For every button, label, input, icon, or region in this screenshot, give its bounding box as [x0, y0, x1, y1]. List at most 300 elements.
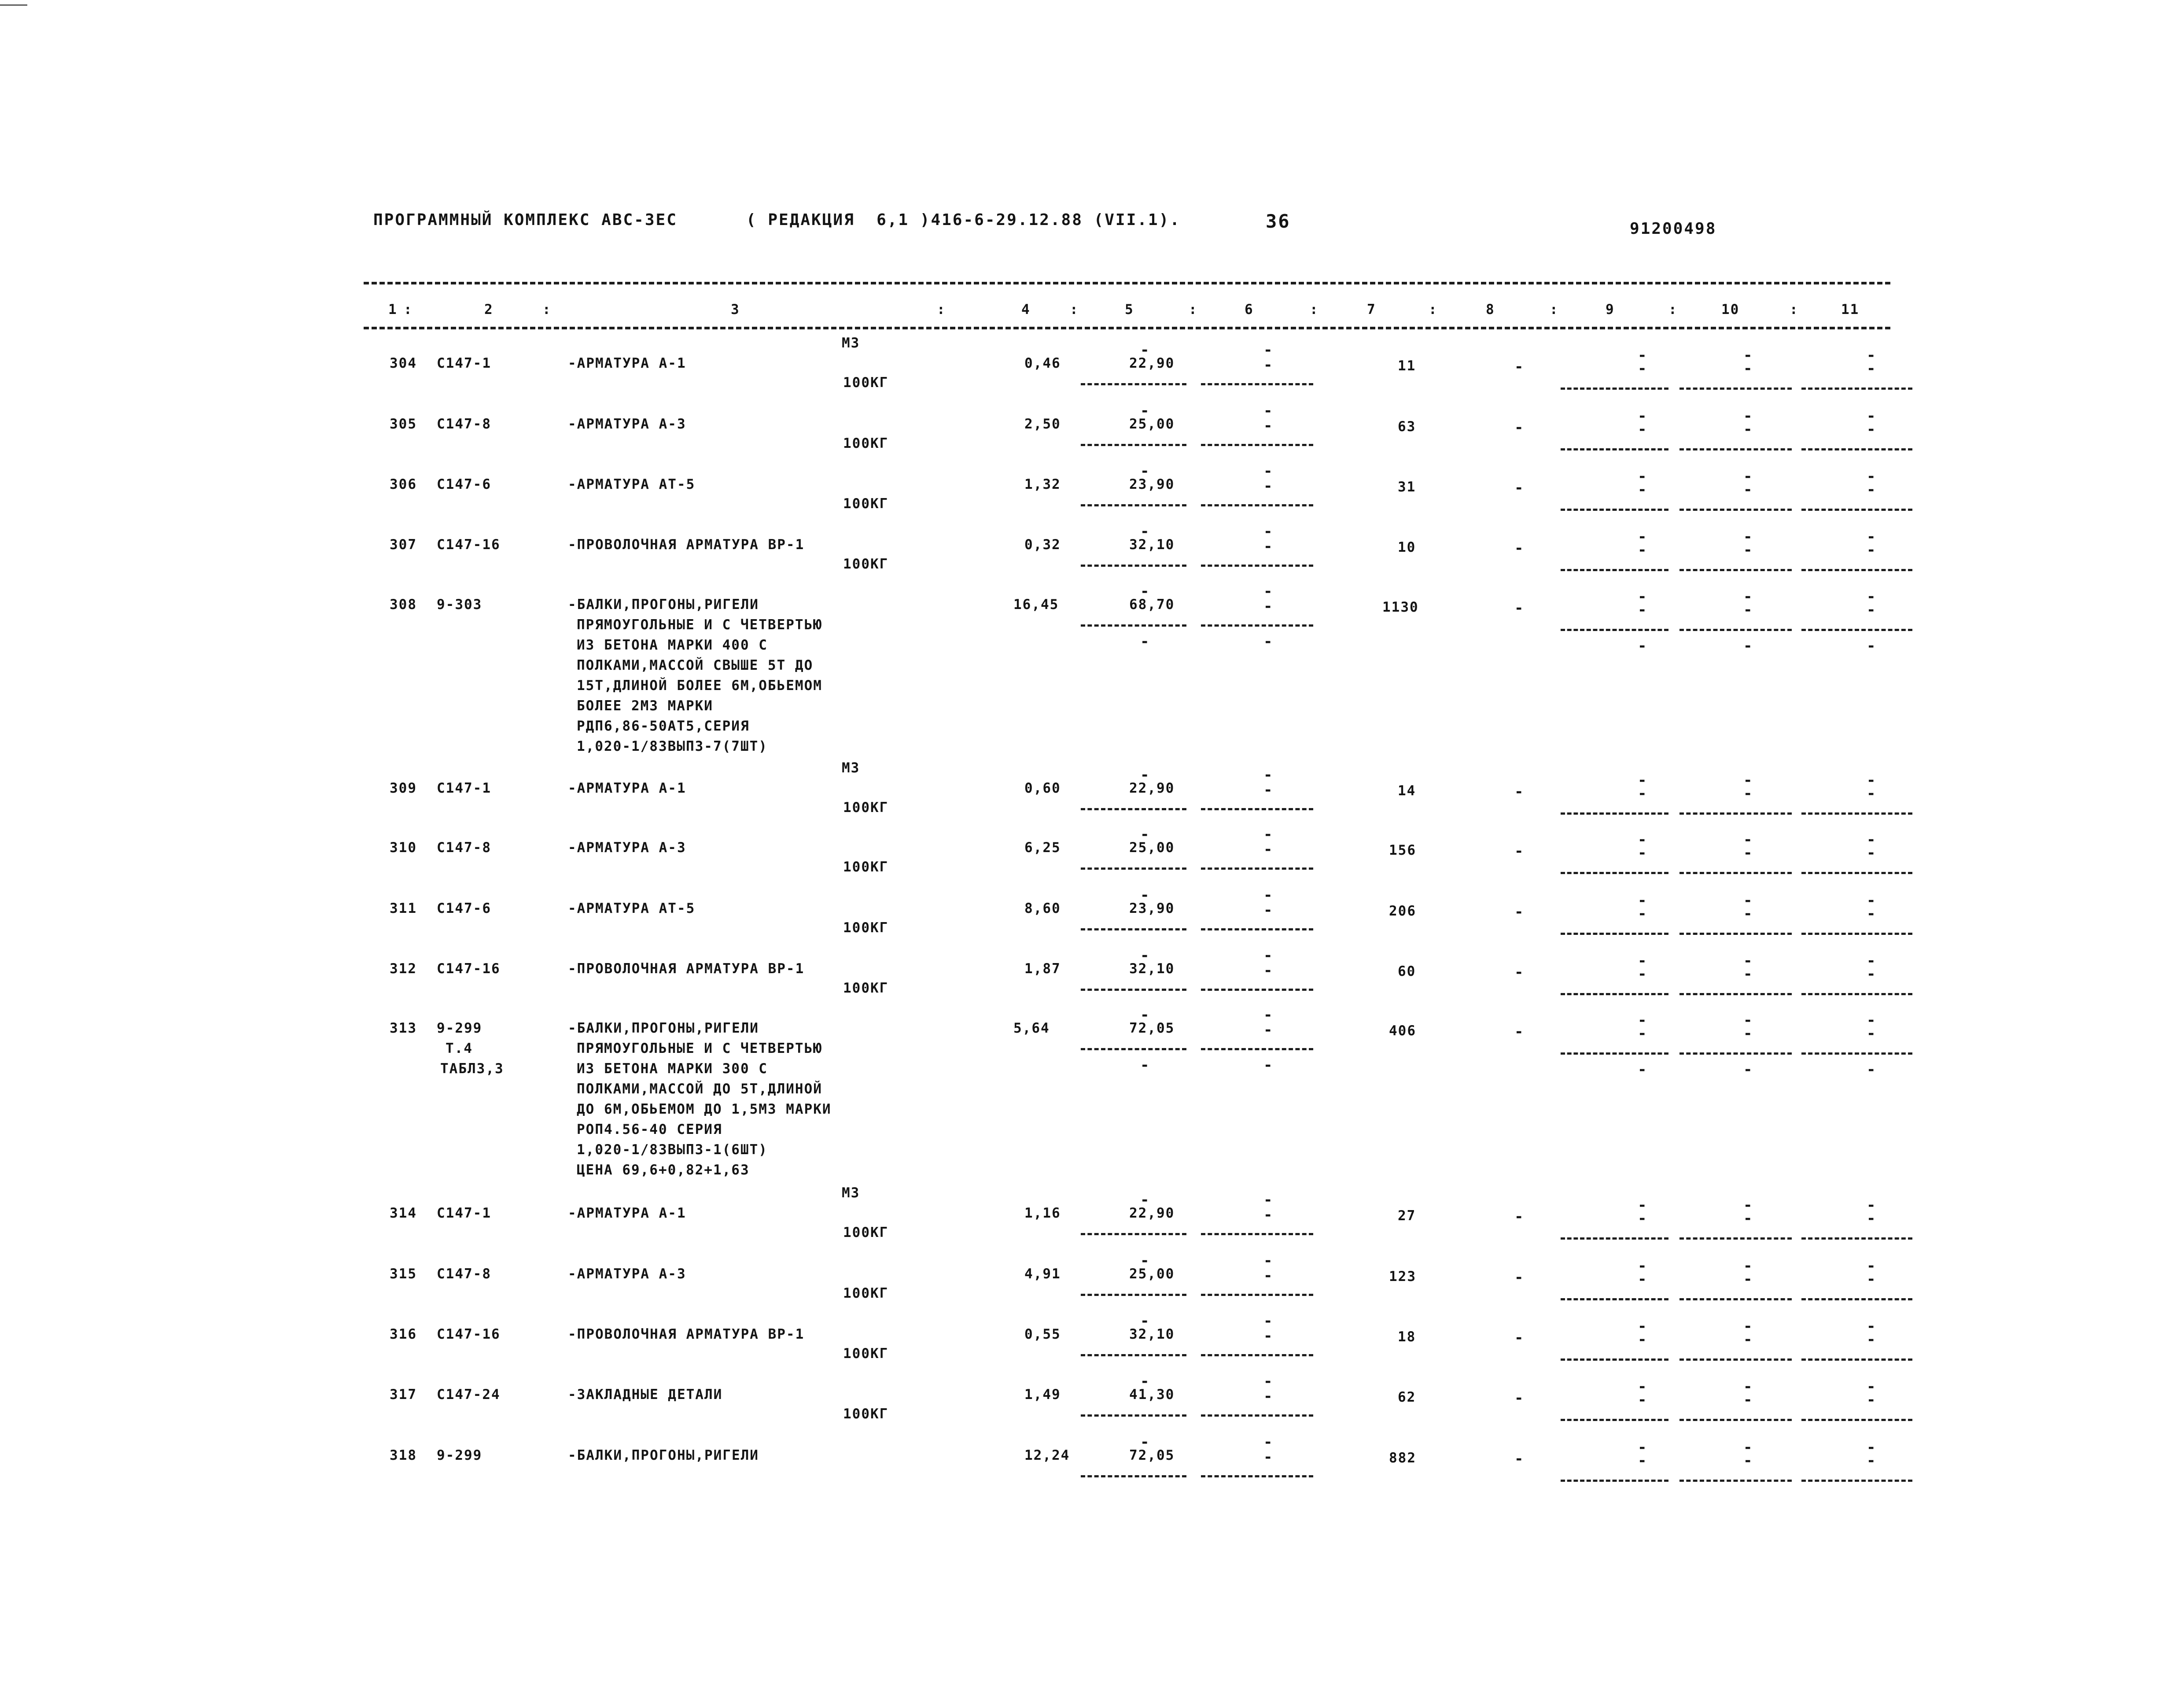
row-col11-value: -: [1867, 1210, 1876, 1227]
row-unit: 100КГ: [843, 1346, 889, 1362]
col9-underline: [1561, 629, 1668, 631]
col6-mark: -: [1263, 1433, 1273, 1451]
row-price: 25,00: [1129, 416, 1175, 432]
column-header-7: 7: [1367, 302, 1376, 317]
row-total: 206: [1389, 903, 1416, 919]
col11-underline: [1801, 388, 1912, 390]
row-description: -АРМАТУРА А-1: [568, 355, 686, 371]
column-header-3: 3: [731, 302, 740, 317]
column-header-6: 6: [1245, 302, 1254, 317]
column-separator: :: [1310, 302, 1319, 317]
col6-mark: -: [1263, 341, 1273, 359]
row-number: 314: [390, 1205, 417, 1221]
row-unit: 100КГ: [843, 375, 889, 391]
row-number: 306: [390, 476, 417, 492]
col9-underline: [1561, 872, 1668, 874]
col10-underline: [1679, 569, 1792, 571]
row-col10-value: -: [1743, 1378, 1753, 1395]
row-col10-value: -: [1743, 1025, 1753, 1042]
col6-mark: -: [1263, 402, 1273, 420]
row-col11-value: -: [1867, 588, 1876, 605]
row-col8-value: -: [1514, 1389, 1524, 1407]
col6-mark: -: [1263, 583, 1273, 600]
row-quantity: 1,32: [1024, 476, 1061, 492]
row-col9-value: -: [1638, 844, 1647, 862]
row-col11-value: -: [1867, 1318, 1876, 1335]
row-col10-value: -: [1743, 1391, 1753, 1409]
price-underline: [1081, 444, 1186, 446]
row-col8-value: -: [1514, 1269, 1524, 1286]
col6-underline: [1201, 989, 1313, 991]
row-code: С147-8: [437, 840, 491, 856]
row-col10-value: -: [1743, 785, 1753, 802]
row-col8-value: -: [1514, 1023, 1524, 1041]
row-col6-value: -: [1263, 1448, 1273, 1466]
row-description: -АРМАТУРА А-3: [568, 840, 686, 856]
row-total: 156: [1389, 842, 1416, 858]
col10-underline: [1679, 1237, 1792, 1240]
col10-underline: [1679, 1480, 1792, 1482]
doc-code: 91200498: [1630, 220, 1717, 238]
row-col9-value: -: [1638, 1452, 1647, 1469]
row-code: 9-299: [437, 1447, 482, 1463]
row-col11-value: -: [1867, 1011, 1876, 1029]
row-quantity: 16,45: [1013, 597, 1059, 613]
row-quantity: 12,24: [1024, 1447, 1070, 1463]
row-code: С147-16: [437, 537, 501, 553]
row-col11-value: -: [1867, 601, 1876, 619]
row-price: 32,10: [1129, 537, 1175, 553]
col9-underline: [1561, 1298, 1668, 1300]
row-number: 316: [390, 1326, 417, 1342]
row-col10-value: -: [1743, 360, 1753, 377]
row-quantity: 1,16: [1024, 1205, 1061, 1221]
row-price: 25,00: [1129, 840, 1175, 856]
col9-underline: [1561, 448, 1668, 450]
price-underline: [1081, 867, 1186, 870]
row-col11-value: -: [1867, 1025, 1876, 1042]
col9-underline: [1561, 1480, 1668, 1482]
row-quantity: 5,64: [1013, 1020, 1050, 1036]
col6-underline: [1201, 1233, 1313, 1235]
row-number: 311: [390, 901, 417, 916]
row-col9-value: -: [1638, 360, 1647, 377]
row-col11-value: -: [1867, 1270, 1876, 1288]
row-code: 9-303: [437, 597, 482, 613]
column-separator: :: [1070, 302, 1079, 317]
row-col6-value: -: [1263, 781, 1273, 799]
row-col10-value: -: [1743, 1196, 1753, 1214]
row-number: 307: [390, 537, 417, 553]
row-col11-value: -: [1867, 1391, 1876, 1409]
row-code-extra: ТАБЛ3,3: [440, 1061, 504, 1077]
row-col9-value: -: [1638, 1439, 1647, 1456]
row-col9-value: -: [1638, 481, 1647, 498]
row-description: ПРЯМОУГОЛЬНЫЕ И С ЧЕТВЕРТЬЮ: [577, 617, 822, 633]
row-col11-value: -: [1867, 541, 1876, 559]
row-description: ИЗ БЕТОНА МАРКИ 300 С: [577, 1061, 768, 1077]
row-quantity: 1,87: [1024, 961, 1061, 977]
column-separator: :: [542, 302, 552, 317]
row-unit: 100КГ: [843, 920, 889, 936]
row-code: С147-1: [437, 1205, 491, 1221]
row-col11-value: -: [1867, 1452, 1876, 1469]
row-col10-value: -: [1743, 1210, 1753, 1227]
row-col10-value: -: [1743, 1257, 1753, 1275]
column-header-10: 10: [1721, 302, 1740, 317]
row-total: 11: [1398, 358, 1416, 374]
row-description: 1,020-1/83ВЫП3-1(6ШТ): [577, 1142, 768, 1158]
row-col9-value: -: [1638, 468, 1647, 485]
price-mark: -: [1140, 583, 1149, 600]
col6-mark: -: [1263, 766, 1273, 784]
price-underline: [1081, 989, 1186, 991]
row-col11-value: -: [1867, 481, 1876, 498]
row-description: -ПРОВОЛОЧНАЯ АРМАТУРА ВР-1: [568, 1326, 805, 1342]
row-col10-value: -: [1743, 1452, 1753, 1469]
col11-underline: [1801, 448, 1912, 450]
col6-underline: [1201, 867, 1313, 870]
row-number: 313: [390, 1020, 417, 1036]
row-col11-value: -: [1867, 905, 1876, 923]
row-col10-value: -: [1743, 1331, 1753, 1348]
price-mark: -: [1140, 1433, 1149, 1451]
row-total: 27: [1398, 1208, 1416, 1224]
col10-mark-below: -: [1743, 637, 1753, 655]
row-description: -ПРОВОЛОЧНАЯ АРМАТУРА ВР-1: [568, 961, 805, 977]
row-description: -АРМАТУРА А-3: [568, 1266, 686, 1282]
row-col9-value: -: [1638, 1257, 1647, 1275]
row-code: С147-8: [437, 416, 491, 432]
row-total: 31: [1398, 479, 1416, 495]
column-separator: :: [1790, 302, 1799, 317]
price-mark: -: [1140, 886, 1149, 904]
row-col11-value: -: [1867, 528, 1876, 546]
row-col10-value: -: [1743, 481, 1753, 498]
col10-underline: [1679, 388, 1792, 390]
col6-mark-below: -: [1263, 633, 1273, 650]
row-col11-value: -: [1867, 771, 1876, 789]
row-quantity: 1,49: [1024, 1387, 1061, 1403]
col10-underline: [1679, 933, 1792, 935]
row-description: -АРМАТУРА А-1: [568, 1205, 686, 1221]
row-total: 62: [1398, 1389, 1416, 1405]
price-mark: -: [1140, 462, 1149, 480]
row-col10-value: -: [1743, 1011, 1753, 1029]
row-col8-value: -: [1514, 1450, 1524, 1468]
col11-underline: [1801, 1480, 1912, 1482]
row-col8-value: -: [1514, 903, 1524, 921]
row-unit: 100КГ: [843, 556, 889, 572]
price-underline: [1081, 1475, 1186, 1477]
row-col6-value: -: [1263, 598, 1273, 615]
unit-top: М3: [842, 1185, 860, 1201]
col6-mark: -: [1263, 462, 1273, 480]
row-number: 305: [390, 416, 417, 432]
col6-mark: -: [1263, 886, 1273, 904]
row-col10-value: -: [1743, 892, 1753, 909]
row-code: С147-6: [437, 476, 491, 492]
row-description: 1,020-1/83ВЫП3-7(7ШТ): [577, 738, 768, 754]
row-code: С147-1: [437, 355, 491, 371]
col9-underline: [1561, 569, 1668, 571]
col9-underline: [1561, 1237, 1668, 1240]
row-col9-value: -: [1638, 528, 1647, 546]
col9-underline: [1561, 812, 1668, 815]
row-col11-value: -: [1867, 407, 1876, 425]
row-col6-value: -: [1263, 1021, 1273, 1039]
col6-mark: -: [1263, 1312, 1273, 1330]
corner-mark: [0, 4, 27, 6]
row-number: 312: [390, 961, 417, 977]
row-col10-value: -: [1743, 421, 1753, 438]
row-col10-value: -: [1743, 952, 1753, 970]
col6-mark-below: -: [1263, 1056, 1273, 1074]
row-number: 304: [390, 355, 417, 371]
row-quantity: 4,91: [1024, 1266, 1061, 1282]
page-number: 36: [1266, 210, 1291, 232]
row-col9-value: -: [1638, 541, 1647, 559]
row-col9-value: -: [1638, 1210, 1647, 1227]
col9-mark-below: -: [1638, 637, 1647, 655]
col6-underline: [1201, 928, 1313, 930]
col6-mark: -: [1263, 1252, 1273, 1270]
col10-underline: [1679, 1052, 1792, 1055]
price-underline: [1081, 808, 1186, 810]
price-underline: [1081, 565, 1186, 567]
row-col9-value: -: [1638, 1025, 1647, 1042]
row-col8-value: -: [1514, 1329, 1524, 1347]
col6-mark: -: [1263, 947, 1273, 964]
row-col10-value: -: [1743, 771, 1753, 789]
row-col10-value: -: [1743, 1318, 1753, 1335]
col10-underline: [1679, 509, 1792, 511]
row-col6-value: -: [1263, 962, 1273, 979]
col11-underline: [1801, 569, 1912, 571]
col9-underline: [1561, 1052, 1668, 1055]
row-col9-value: -: [1638, 601, 1647, 619]
col11-underline: [1801, 1358, 1912, 1361]
col6-underline: [1201, 565, 1313, 567]
row-col8-value: -: [1514, 599, 1524, 617]
row-total: 14: [1398, 783, 1416, 799]
price-mark: -: [1140, 1006, 1149, 1024]
col11-mark-below: -: [1867, 1061, 1876, 1078]
row-code: С147-16: [437, 961, 501, 977]
header-top-rule: [364, 282, 1890, 284]
row-number: 308: [390, 597, 417, 613]
col11-underline: [1801, 1419, 1912, 1421]
price-mark: -: [1140, 1312, 1149, 1330]
price-mark-below: -: [1140, 633, 1149, 650]
row-total: 882: [1389, 1450, 1416, 1466]
col10-underline: [1679, 629, 1792, 631]
row-col11-value: -: [1867, 468, 1876, 485]
column-header-1: 1: [388, 302, 398, 317]
row-col6-value: -: [1263, 1267, 1273, 1285]
row-col9-value: -: [1638, 1331, 1647, 1348]
program-title: ПРОГРАММНЫЙ КОМПЛЕКС АВС-3ЕС: [373, 211, 678, 229]
row-description: ПОЛКАМИ,МАССОЙ ДО 5Т,ДЛИНОЙ: [577, 1081, 822, 1097]
col6-mark: -: [1263, 826, 1273, 843]
row-col10-value: -: [1743, 468, 1753, 485]
col10-underline: [1679, 812, 1792, 815]
row-col11-value: -: [1867, 965, 1876, 983]
row-col9-value: -: [1638, 892, 1647, 909]
row-total: 63: [1398, 419, 1416, 435]
row-col6-value: -: [1263, 901, 1273, 919]
col6-underline: [1201, 1048, 1313, 1050]
row-number: 310: [390, 840, 417, 856]
col6-mark: -: [1263, 1373, 1273, 1390]
row-col6-value: -: [1263, 417, 1273, 435]
row-col6-value: -: [1263, 477, 1273, 495]
header-bottom-rule: [364, 327, 1890, 329]
col9-underline: [1561, 993, 1668, 995]
price-underline: [1081, 624, 1186, 627]
row-description: -БАЛКИ,ПРОГОНЫ,РИГЕЛИ: [568, 597, 759, 613]
row-total: 406: [1389, 1023, 1416, 1039]
row-price: 32,10: [1129, 961, 1175, 977]
row-col8-value: -: [1514, 358, 1524, 376]
price-mark: -: [1140, 1191, 1149, 1209]
row-col10-value: -: [1743, 407, 1753, 425]
col10-underline: [1679, 872, 1792, 874]
row-unit: 100КГ: [843, 496, 889, 512]
row-description: БОЛЕЕ 2М3 МАРКИ: [577, 698, 713, 714]
edition-info: ( РЕДАКЦИЯ 6,1 )416-6-29.12.88 (VII.1).: [746, 211, 1181, 229]
price-underline: [1081, 1414, 1186, 1417]
col9-underline: [1561, 1419, 1668, 1421]
price-mark: -: [1140, 523, 1149, 540]
row-col9-value: -: [1638, 1011, 1647, 1029]
row-description: -АРМАТУРА А-1: [568, 780, 686, 796]
row-col11-value: -: [1867, 1378, 1876, 1395]
col6-underline: [1201, 444, 1313, 446]
row-col11-value: -: [1867, 785, 1876, 802]
col6-underline: [1201, 383, 1313, 385]
row-price: 22,90: [1129, 355, 1175, 371]
col11-underline: [1801, 1052, 1912, 1055]
column-header-11: 11: [1841, 302, 1860, 317]
row-col11-value: -: [1867, 360, 1876, 377]
row-description: -АРМАТУРА АТ-5: [568, 901, 696, 916]
col6-underline: [1201, 808, 1313, 810]
row-price: 68,70: [1129, 597, 1175, 613]
row-code: С147-1: [437, 780, 491, 796]
row-description: -ЗАКЛАДНЫЕ ДЕТАЛИ: [568, 1387, 723, 1403]
row-col6-value: -: [1263, 841, 1273, 858]
row-col10-value: -: [1743, 1439, 1753, 1456]
column-separator: :: [1189, 302, 1198, 317]
row-col9-value: -: [1638, 905, 1647, 923]
row-col9-value: -: [1638, 965, 1647, 983]
row-description: -ПРОВОЛОЧНАЯ АРМАТУРА ВР-1: [568, 537, 805, 553]
row-col9-value: -: [1638, 771, 1647, 789]
row-col6-value: -: [1263, 1327, 1273, 1345]
col6-underline: [1201, 624, 1313, 627]
row-col11-value: -: [1867, 831, 1876, 849]
row-col9-value: -: [1638, 1270, 1647, 1288]
row-price: 23,90: [1129, 476, 1175, 492]
row-col6-value: -: [1263, 538, 1273, 555]
row-code: С147-8: [437, 1266, 491, 1282]
row-col10-value: -: [1743, 347, 1753, 364]
row-col9-value: -: [1638, 347, 1647, 364]
row-col8-value: -: [1514, 783, 1524, 801]
price-underline: [1081, 383, 1186, 385]
col11-mark-below: -: [1867, 637, 1876, 655]
row-col8-value: -: [1514, 842, 1524, 860]
row-unit: 100КГ: [843, 436, 889, 451]
row-col11-value: -: [1867, 1439, 1876, 1456]
row-number: 318: [390, 1447, 417, 1463]
price-mark: -: [1140, 1373, 1149, 1390]
col10-underline: [1679, 1419, 1792, 1421]
row-number: 315: [390, 1266, 417, 1282]
column-header-9: 9: [1606, 302, 1615, 317]
col10-underline: [1679, 448, 1792, 450]
row-col11-value: -: [1867, 1331, 1876, 1348]
row-col9-value: -: [1638, 1318, 1647, 1335]
row-col8-value: -: [1514, 479, 1524, 497]
column-separator: :: [1550, 302, 1559, 317]
price-mark: -: [1140, 341, 1149, 359]
row-total: 123: [1389, 1269, 1416, 1285]
row-col9-value: -: [1638, 1378, 1647, 1395]
row-unit: 100КГ: [843, 859, 889, 875]
row-description: ПОЛКАМИ,МАССОЙ СВЫШЕ 5Т ДО: [577, 657, 814, 673]
column-header-4: 4: [1021, 302, 1031, 317]
col9-underline: [1561, 509, 1668, 511]
price-mark: -: [1140, 826, 1149, 843]
row-description: -АРМАТУРА АТ-5: [568, 476, 696, 492]
row-code: С147-24: [437, 1387, 501, 1403]
row-code: С147-16: [437, 1326, 501, 1342]
row-col8-value: -: [1514, 539, 1524, 557]
price-underline: [1081, 1354, 1186, 1356]
row-description: ПРЯМОУГОЛЬНЫЕ И С ЧЕТВЕРТЬЮ: [577, 1041, 822, 1056]
row-unit: 100КГ: [843, 1285, 889, 1301]
row-code: 9-299: [437, 1020, 482, 1036]
row-col8-value: -: [1514, 1208, 1524, 1226]
row-description: ИЗ БЕТОНА МАРКИ 400 С: [577, 637, 768, 653]
row-total: 60: [1398, 963, 1416, 979]
row-col10-value: -: [1743, 601, 1753, 619]
col6-underline: [1201, 1354, 1313, 1356]
row-unit: 100КГ: [843, 800, 889, 816]
row-col6-value: -: [1263, 356, 1273, 374]
row-description: -БАЛКИ,ПРОГОНЫ,РИГЕЛИ: [568, 1020, 759, 1036]
col6-underline: [1201, 1294, 1313, 1296]
column-header-2: 2: [484, 302, 494, 317]
col9-underline: [1561, 1358, 1668, 1361]
row-col6-value: -: [1263, 1388, 1273, 1405]
row-code: С147-6: [437, 901, 491, 916]
row-description: ДО 6М,ОБЬЕМОМ ДО 1,5М3 МАРКИ: [577, 1101, 832, 1117]
col10-underline: [1679, 1358, 1792, 1361]
col11-underline: [1801, 933, 1912, 935]
unit-top: М3: [842, 760, 860, 776]
row-col11-value: -: [1867, 1257, 1876, 1275]
row-price: 22,90: [1129, 780, 1175, 796]
row-quantity: 6,25: [1024, 840, 1061, 856]
col6-mark: -: [1263, 1006, 1273, 1024]
row-price: 41,30: [1129, 1387, 1175, 1403]
column-header-5: 5: [1125, 302, 1134, 317]
row-col11-value: -: [1867, 952, 1876, 970]
row-col9-value: -: [1638, 1391, 1647, 1409]
